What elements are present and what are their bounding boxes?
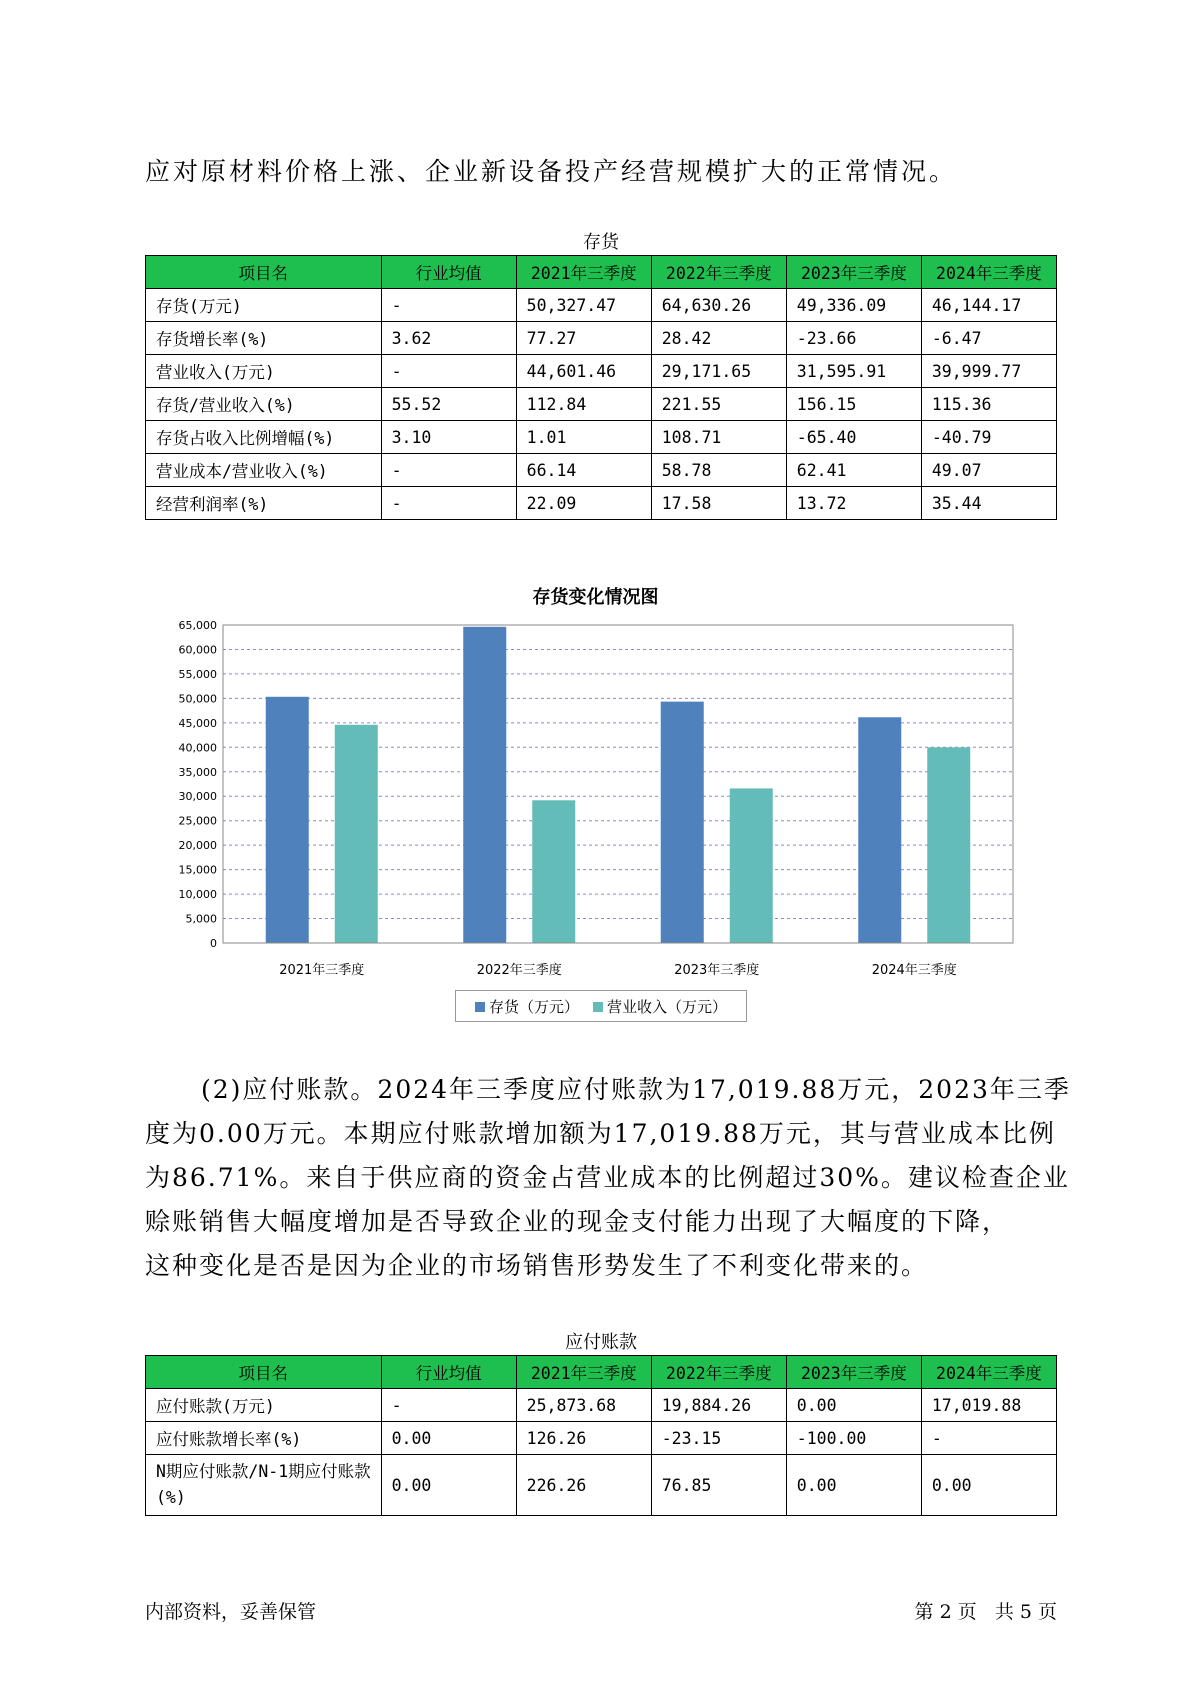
table-cell: 108.71 bbox=[651, 421, 786, 454]
table-row bbox=[146, 355, 1057, 388]
table-cell: 22.09 bbox=[516, 487, 651, 520]
table-cell: 64,630.26 bbox=[651, 289, 786, 322]
bar-revenue bbox=[532, 800, 575, 943]
table-cell: 126.26 bbox=[516, 1422, 651, 1455]
table-cell: 13.72 bbox=[786, 487, 921, 520]
y-tick-label: 15,000 bbox=[178, 863, 217, 877]
x-tick-label: 2021年三季度 bbox=[279, 963, 365, 978]
bar-revenue bbox=[335, 725, 378, 943]
table-row bbox=[146, 421, 1057, 454]
y-tick-label: 45,000 bbox=[178, 716, 217, 730]
y-tick-label: 10,000 bbox=[178, 888, 217, 902]
row-label: 应付账款增长率(%) bbox=[146, 1422, 382, 1455]
y-tick-label: 20,000 bbox=[178, 839, 217, 853]
payable-table-body bbox=[146, 1389, 1057, 1516]
table-cell: 28.42 bbox=[651, 322, 786, 355]
bar-inventory bbox=[661, 702, 704, 943]
inventory-table-caption: 存货 bbox=[583, 232, 619, 253]
row-label: 营业收入(万元) bbox=[146, 355, 382, 388]
y-tick-label: 40,000 bbox=[178, 741, 217, 755]
x-tick-label: 2024年三季度 bbox=[871, 963, 957, 978]
table-cell: - bbox=[381, 355, 516, 388]
intro-text: 应对原材料价格上涨、企业新设备投产经营规模扩大的正常情况。 bbox=[145, 157, 958, 186]
payable-table-caption: 应付账款 bbox=[565, 1332, 637, 1353]
payable-table-header-row bbox=[146, 1356, 1057, 1389]
table-cell: 17.58 bbox=[651, 487, 786, 520]
payable-line-2: 度为0.00万元。本期应付账款增加额为17,019.88万元，其与营业成本比例 bbox=[145, 1119, 1056, 1148]
y-tick-label: 65,000 bbox=[178, 619, 217, 632]
footer-left: 内部资料，妥善保管 bbox=[145, 1601, 317, 1623]
table-cell: 66.14 bbox=[516, 454, 651, 487]
table-cell: 0.00 bbox=[381, 1455, 516, 1516]
table-row bbox=[146, 322, 1057, 355]
footer-page-number: 第 2 页 共 5 页 bbox=[914, 1601, 1057, 1623]
legend-label-inventory: 存货（万元） bbox=[488, 997, 579, 1016]
table-cell: 31,595.91 bbox=[786, 355, 921, 388]
table-cell: 0.00 bbox=[786, 1455, 921, 1516]
table-cell: -40.79 bbox=[921, 421, 1056, 454]
payable-line-5: 这种变化是否是因为企业的市场销售形势发生了不利变化带来的。 bbox=[145, 1251, 929, 1280]
y-tick-label: 60,000 bbox=[178, 643, 217, 657]
inventory-table-body bbox=[146, 289, 1057, 520]
payable-line-4: 赊账销售大幅度增加是否导致企业的现金支付能力出现了大幅度的下降， bbox=[145, 1207, 1010, 1236]
table-row bbox=[146, 1389, 1057, 1422]
table-cell: 0.00 bbox=[921, 1455, 1056, 1516]
column-header: 行业均值 bbox=[381, 256, 516, 289]
table-row bbox=[146, 289, 1057, 322]
bar-revenue bbox=[730, 788, 773, 943]
table-cell: 0.00 bbox=[786, 1389, 921, 1422]
bar-inventory bbox=[858, 717, 901, 943]
legend-item-inventory bbox=[475, 996, 579, 1017]
table-cell: 221.55 bbox=[651, 388, 786, 421]
legend-swatch-inventory bbox=[475, 1002, 485, 1012]
column-header: 2024年三季度 bbox=[921, 1356, 1056, 1389]
table-cell: 112.84 bbox=[516, 388, 651, 421]
inventory-table-header-row bbox=[146, 256, 1057, 289]
y-tick-label: 25,000 bbox=[178, 814, 217, 828]
table-row bbox=[146, 454, 1057, 487]
payable-line-1: (2)应付账款。2024年三季度应付账款为17,019.88万元，2023年三季 bbox=[201, 1075, 1071, 1104]
table-cell: 39,999.77 bbox=[921, 355, 1056, 388]
y-tick-label: 0 bbox=[210, 937, 217, 950]
table-cell: 25,873.68 bbox=[516, 1389, 651, 1422]
row-label: 存货/营业收入(%) bbox=[146, 388, 382, 421]
payable-line-3: 为86.71%。来自于供应商的资金占营业成本的比例超过30%。建议检查企业 bbox=[145, 1163, 1070, 1192]
row-label: 经营利润率(%) bbox=[146, 487, 382, 520]
table-cell: 35.44 bbox=[921, 487, 1056, 520]
table-cell: -6.47 bbox=[921, 322, 1056, 355]
chart-y-ticks bbox=[179, 619, 218, 950]
table-cell: 19,884.26 bbox=[651, 1389, 786, 1422]
table-cell: 156.15 bbox=[786, 388, 921, 421]
column-header: 2024年三季度 bbox=[921, 256, 1056, 289]
column-header: 2021年三季度 bbox=[516, 1356, 651, 1389]
row-label: 营业成本/营业收入(%) bbox=[146, 454, 382, 487]
table-cell: 3.62 bbox=[381, 322, 516, 355]
table-cell: 17,019.88 bbox=[921, 1389, 1056, 1422]
chart-x-ticks bbox=[279, 962, 957, 978]
chart-title: 存货变化情况图 bbox=[532, 587, 659, 608]
legend-swatch-revenue bbox=[593, 1002, 603, 1012]
table-cell: 49.07 bbox=[921, 454, 1056, 487]
table-cell: - bbox=[381, 1389, 516, 1422]
table-cell: 226.26 bbox=[516, 1455, 651, 1516]
row-label: 存货占收入比例增幅(%) bbox=[146, 421, 382, 454]
table-cell: - bbox=[381, 487, 516, 520]
table-cell: 62.41 bbox=[786, 454, 921, 487]
table-cell: 44,601.46 bbox=[516, 355, 651, 388]
column-header: 行业均值 bbox=[381, 1356, 516, 1389]
table-row bbox=[146, 1422, 1057, 1455]
table-cell: 1.01 bbox=[516, 421, 651, 454]
column-header: 2023年三季度 bbox=[786, 1356, 921, 1389]
table-cell: 115.36 bbox=[921, 388, 1056, 421]
y-tick-label: 30,000 bbox=[178, 790, 217, 804]
table-cell: 55.52 bbox=[381, 388, 516, 421]
table-cell: - bbox=[381, 289, 516, 322]
inventory-bar-chart bbox=[0, 600, 1191, 990]
table-cell: 50,327.47 bbox=[516, 289, 651, 322]
chart-legend bbox=[455, 990, 747, 1022]
row-label: 存货(万元) bbox=[146, 289, 382, 322]
table-cell: -100.00 bbox=[786, 1422, 921, 1455]
y-tick-label: 50,000 bbox=[178, 692, 217, 706]
table-cell: 46,144.17 bbox=[921, 289, 1056, 322]
table-cell: 29,171.65 bbox=[651, 355, 786, 388]
column-header: 项目名 bbox=[146, 256, 382, 289]
y-tick-label: 55,000 bbox=[178, 667, 217, 681]
table-cell: 0.00 bbox=[381, 1422, 516, 1455]
table-cell: - bbox=[921, 1422, 1056, 1455]
table-cell: 3.10 bbox=[381, 421, 516, 454]
table-cell: -23.66 bbox=[786, 322, 921, 355]
chart-bars bbox=[266, 627, 971, 943]
inventory-table bbox=[145, 255, 1057, 520]
table-row bbox=[146, 388, 1057, 421]
bar-inventory bbox=[463, 627, 506, 943]
legend-item-revenue bbox=[593, 996, 727, 1017]
column-header: 项目名 bbox=[146, 1356, 382, 1389]
x-tick-label: 2022年三季度 bbox=[476, 963, 562, 978]
table-cell: 77.27 bbox=[516, 322, 651, 355]
y-tick-label: 5,000 bbox=[185, 912, 217, 926]
payable-table bbox=[145, 1355, 1057, 1516]
table-cell: 58.78 bbox=[651, 454, 786, 487]
table-cell: 76.85 bbox=[651, 1455, 786, 1516]
y-tick-label: 35,000 bbox=[178, 765, 217, 779]
legend-label-revenue: 营业收入（万元） bbox=[607, 997, 728, 1016]
table-row bbox=[146, 487, 1057, 520]
table-cell: 49,336.09 bbox=[786, 289, 921, 322]
row-label: N期应付账款/N-1期应付账款(%) bbox=[146, 1455, 382, 1516]
table-cell: -65.40 bbox=[786, 421, 921, 454]
column-header: 2022年三季度 bbox=[651, 256, 786, 289]
x-tick-label: 2023年三季度 bbox=[674, 963, 760, 978]
bar-revenue bbox=[927, 747, 970, 943]
column-header: 2021年三季度 bbox=[516, 256, 651, 289]
row-label: 存货增长率(%) bbox=[146, 322, 382, 355]
column-header: 2022年三季度 bbox=[651, 1356, 786, 1389]
payable-paragraph bbox=[145, 1068, 1071, 1288]
row-label: 应付账款(万元) bbox=[146, 1389, 382, 1422]
bar-inventory bbox=[266, 697, 309, 943]
table-cell: - bbox=[381, 454, 516, 487]
table-cell: -23.15 bbox=[651, 1422, 786, 1455]
table-row bbox=[146, 1455, 1057, 1516]
column-header: 2023年三季度 bbox=[786, 256, 921, 289]
